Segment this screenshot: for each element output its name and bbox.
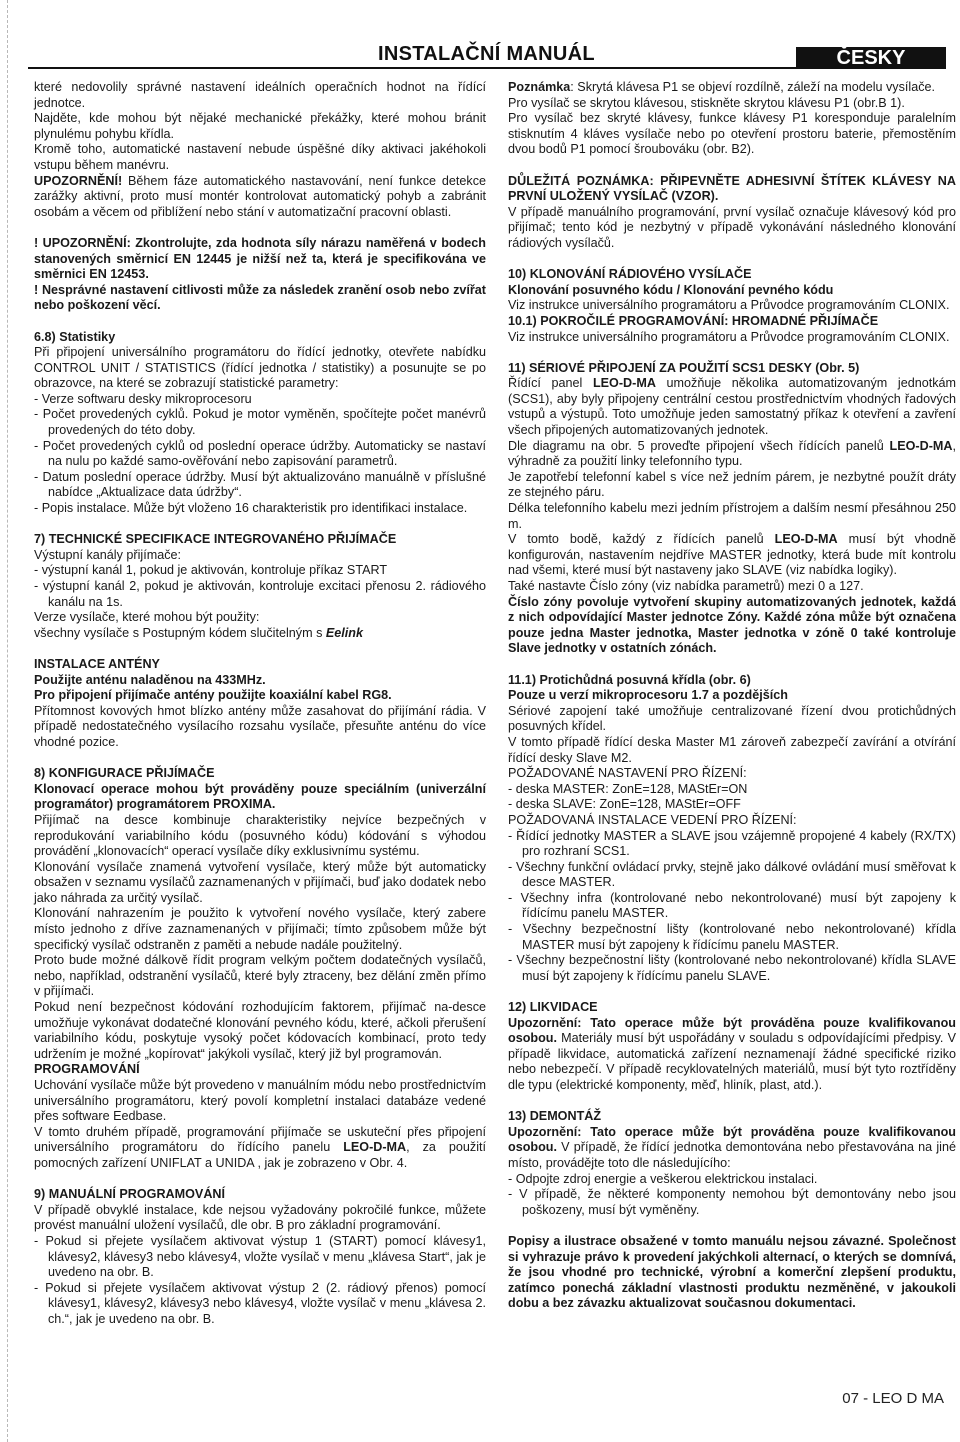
text: Dle diagramu na obr. 5 proveďte připojení všech řídících panelů	[508, 438, 890, 453]
left-column	[34, 80, 486, 1328]
warning-label: UPOZORNĚNÍ!	[34, 173, 123, 188]
section-title-receiver-config: 8) KONFIGURACE PŘIJÍMAČE	[34, 766, 215, 781]
product-name: LEO-D-MA	[889, 438, 953, 453]
warning-force: ! UPOZORNĚNÍ: Zkontrolujte, zda hodnota síly nárazu naměřená v bodech stanovených směrnicí EN 12445 je nižší než ta, která je specifikována ve směrnici EN 12453.	[34, 235, 486, 282]
list-item: - Všechny bezpečnostní lišty (kontrolované nebo nekontrolované) křídla MASTER musí být zapojeny k řídícímu panelu MASTER.	[508, 922, 956, 952]
text: musí být vhodně konfigurován, nastavením nejdříve MASTER jednotky, která bude mít kontrolu nad všemi, které musí být nastaveny jako SLAVE (viz nabídka logiky).	[508, 532, 957, 578]
list-item: - Pokud si přejete vysílačem aktivovat výstup 2 (2. rádiový přenos) pomocí klávesy1, klávesy2, klávesy3 nebo klávesy4, vložte vysílač v menu „klávesa 2. ch.“, jak je uvedeno na obr. B.	[34, 1280, 486, 1326]
text: V tomto bodě, každý z řídících panelů	[508, 532, 775, 547]
paragraph: V případě manuálního programování, první vysílač označuje klávesový kód pro přijímač; tento kód je nezbytný v případě vykonávání následného klonování rádiových vysílačů.	[508, 204, 956, 250]
list-item: - V případě, že některé komponenty nemohou být demontovány nebo jsou poškozeny, musí být vyměněny.	[508, 1187, 956, 1217]
paragraph: Při připojení universálního programátoru do řídící jednotky, otevřete nabídku CONTROL UNIT / STATISTICS (řídící jednotka / statistiky) a posunujte se po obrazovce, na které se zobrazují statistické parametry:	[34, 345, 486, 391]
paragraph-bold: Použijte anténu naladěnou na 433MHz.	[34, 672, 266, 687]
paragraph: Viz instrukce universálního programátoru a Průvodce programováním CLONIX.	[508, 298, 950, 313]
language-label: ČESKY	[796, 47, 946, 69]
section-title-cloning: 10) KLONOVÁNÍ RÁDIOVÉHO VYSÍLAČE	[508, 267, 752, 282]
list-item: - Všechny funkční ovládací prvky, stejně jako dálkové ovládání musí směřovat k desce MASTER.	[508, 859, 956, 890]
paragraph: Proto bude možné dálkově řídit program velkým počtem dodatečných vysílačů, nebo, například, odstranění vysílačů, které byly ztraceny, bez dělání změn přímo v přijímači.	[34, 953, 486, 999]
text: , výhradně za použití linky telefonního typu.	[508, 438, 956, 469]
paragraph	[508, 1125, 956, 1172]
list-item: - Všechny bezpečnostní lišty (kontrolované nebo nekontrolované) křídla SLAVE musí být zapojeny k řídícímu panelu SLAVE.	[508, 953, 956, 983]
list-item: - Počet provedených cyklů od poslední operace údržby. Automaticky se nastaví na nulu po každé samo-ověřování nebo zapisování parametrů.	[34, 438, 486, 469]
list-item: - Odpojte zdroj energie a veškerou elektrickou instalaci.	[508, 1171, 818, 1186]
text: Řídící panel	[508, 376, 593, 391]
paragraph: Také nastavte Číslo zóny (viz nabídka parametrů) mezi 0 a 127.	[508, 579, 864, 593]
warning-text: Upozornění: Tato operace může být prováděna pouze kvalifikovanou osobou.	[508, 1015, 956, 1046]
paragraph: Délka telefonního kabelu mezi jedním přístrojem a dalším nesmí přesáhnou 250 m.	[508, 501, 956, 531]
paragraph	[508, 439, 956, 470]
paragraph: Výstupní kanály přijímače:	[34, 547, 181, 562]
list-item: - Řídící jednotky MASTER a SLAVE jsou vzájemně propojené 4 kabely (RX/TX) pro rozhraní SCS1.	[508, 828, 956, 859]
page-header	[28, 43, 946, 69]
paragraph	[34, 626, 486, 642]
warning-paragraph	[34, 174, 486, 221]
text: , za použití pomocných zařízení UNIFLAT a UNIDA , jak je zobrazeno v Obr. 4.	[34, 1140, 486, 1170]
subsection-title: Klonování posuvného kódu / Klonování pevného kódu	[508, 282, 834, 297]
paragraph: V případě obvyklé instalace, kde nejsou vyžadovány pokročilé funkce, můžete provést manuální uložení vysílačů, dle obr. B pro základní programování.	[34, 1202, 486, 1233]
note-paragraph	[508, 80, 956, 96]
list-item: - Všechny infra (kontrolované nebo nekontrolované) musí být zapojeny k řídícímu panelu MASTER.	[508, 890, 956, 921]
paragraph: Uchování vysílače může být provedeno v manuálním módu nebo prostřednictvím universálního programátoru, který povolí kompletní instalaci databáze vedené přes software Eedbase.	[34, 1078, 486, 1124]
paragraph: POŽADOVANÁ INSTALACE VEDENÍ PRO ŘÍZENÍ:	[508, 812, 797, 827]
paragraph: Pokud není bezpečnost kódování rozhodujícím faktorem, přijímač na-desce umožňuje vykonávat dodatečné klonování pevného kódu, které, ačkoli přerušení variabilního kódu, poskytuje vysoký počet kódovacích kombinací, proto tedy udržením je možné „kopírovat“ jakýkoli vysílač, který již byl programován.	[34, 1000, 486, 1061]
paragraph	[34, 1125, 486, 1172]
section-title-dismantling: 13) DEMONTÁŽ	[508, 1109, 602, 1124]
page-number: 07 - LEO D MA	[842, 1390, 944, 1407]
list-item: - deska SLAVE: ZonE=128, MAStEr=OFF	[508, 797, 741, 812]
paragraph: Přijímač na desce kombinuje charakteristiky nejvíce bezpečných v reprodukování variabilního kódu (posuvného kódu) kódování s výhodou provádění „klonovacích“ operací vysílače díky exklusivnímu systému.	[34, 812, 486, 859]
paragraph: Sériové zapojení také umožňuje centralizované řízení dvou protichůdných posuvných křídel.	[508, 703, 956, 734]
paragraph: Klonování nahrazením je použito k vytvoření nového vysílače, který zabere místo jednoho z dříve zaznamenaných v přijímači; tímto způsobem může být specifický vysílač odstraněn z paměti a nebude nadále použitelný.	[34, 906, 486, 952]
list-item: - výstupní kanál 2, pokud je aktivován, kontroluje excitaci přenosu 2. rádiového kanálu na 1s.	[34, 579, 486, 609]
paragraph-bold: Číslo zóny povoluje vytvoření skupiny automatizovaných jednotek, každá z nich odpovídající Master jednotce Zóny. Každé zóna může být označena pouze jedna Master jednotka, Master jednotka v zóně 0 také kontroluje Slave jednotky v ostatních zónách.	[508, 594, 956, 656]
section-title-receiver-specs: 7) TECHNICKÉ SPECIFIKACE INTEGROVANÉHO PŘIJÍMAČE	[34, 532, 397, 547]
section-title-disposal: 12) LIKVIDACE	[508, 1000, 598, 1015]
text: : Skrytá klávesa P1 se objeví rozdílně, záleží na modelu vysílače.	[570, 80, 935, 94]
paragraph-bold: Pro připojení přijímače antény použijte koaxiální kabel RG8.	[34, 688, 392, 703]
section-title-antenna: INSTALACE ANTÉNY	[34, 656, 160, 671]
warning-sensitivity: ! Nesprávné nastavení citlivosti může za následek zranění osob nebo zvířat nebo poškození věcí.	[34, 282, 486, 313]
paragraph: Je zapotřebí telefonní kabel s více než jedním párem, je nezbytné použít dráty ze stejného páru.	[508, 469, 956, 500]
paragraph	[508, 532, 956, 579]
paragraph: V tomto případě řídící deska Master M1 zároveň zabezpečí zavírání a otvírání řídící desky Slave M2.	[508, 734, 956, 765]
product-name: LEO-D-MA	[592, 376, 656, 391]
warning-text: Během fáze automatického nastavování, není funkce detekce zarážky aktivní, proto musí montér kontrolovat automatický pohyb a zabránit osobám a věcem od přiblížení nebo stání v automatizační pracovní oblasti.	[34, 173, 486, 219]
list-item: - Datum poslední operace údržby. Musí být aktualizováno manuálně v příslušné nabídce „Aktualizace data údržby“.	[34, 469, 486, 500]
list-item: - deska MASTER: ZonE=128, MAStEr=ON	[508, 781, 748, 796]
disclaimer: Popisy a ilustrace obsažené v tomto manuálu nejsou závazné. Společnost si vyhrazuje právo k provedení jakýchkoli alternací, o kterých se domnívá, že jsou vhodné pro technické, výrobní a komerční zlepšení produktu, zatímco ponechá základní vlastnosti produktu nezměněné, v jakoukoli dobu a bez závazku aktualizovat současnou dokumentaci.	[508, 1233, 956, 1311]
right-column	[508, 80, 956, 1312]
list-item: - Popis instalace. Může být vloženo 16 charakteristik pro identifikaci instalace.	[34, 501, 468, 516]
section-title-statistics: 6.8) Statistiky	[34, 329, 116, 344]
paragraph: Pro vysílač bez skryté klávesy, funkce klávesy P1 koresponduje paralelním stisknutím 4 kláves vysílače nebo po otevření prostoru baterie, přemostěním dvou bodů P1 pomocí šroubováku (obr. B2).	[508, 111, 956, 157]
text: V tomto druhém případě, programování přijímače se uskuteční přes připojení universálního programátoru do řídícího panelu	[34, 1124, 486, 1155]
text: umožňuje několika automatizovaným jednotkám (SCS1), aby byly připojeny centrální cestou prostřednictvím vhodných řadových vstupů a výstupů. Toto umožňuje jeden samostatný příkaz k otevření a zavření všech připojených automatizovaných jednotek.	[508, 376, 956, 438]
section-title-serial-connection: 11) SÉRIOVÉ PŘIPOJENÍ ZA POUŽITÍ SCS1 DESKY (Obr. 5)	[508, 360, 860, 375]
section-title-advanced-programming: 10.1) POKROČILÉ PROGRAMOVÁNÍ: HROMADNÉ PŘIJÍMAČE	[508, 313, 879, 328]
paragraph: Kromě toho, automatické nastavení nebude úspěšné díky aktivaci jakéhokoli vstupu během manévru.	[34, 142, 486, 172]
list-item: - výstupní kanál 1, pokud je aktivován, kontroluje příkaz START	[34, 563, 388, 578]
section-title-programming: PROGRAMOVÁNÍ	[34, 1062, 140, 1077]
warning-text: Upozornění: Tato operace může být prováděna pouze kvalifikovanou osobou.	[508, 1124, 956, 1155]
cut-guide-line	[7, 0, 8, 1442]
paragraph	[508, 1016, 956, 1094]
list-item: - Pokud si přejete vysílačem aktivovat výstup 1 (START) pomocí klávesy1, klávesy2, klávesy3 nebo klávesy4, vložte vysílač v menu „klávesa Start“, jak je uvedeno na obr. B.	[34, 1233, 486, 1280]
section-title-manual-programming: 9) MANUÁLNÍ PROGRAMOVÁNÍ	[34, 1187, 226, 1202]
paragraph: Přítomnost kovových hmot blízko antény může zasahovat do přijímání rádia. V případě nedostatečného vysílacího rozsahu vysílače, přesuňte anténu do více vhodné pozice.	[34, 703, 486, 749]
product-name: LEO-D-MA	[343, 1140, 407, 1155]
subsection-title: Pouze u verzí mikroprocesoru 1.7 a pozdějších	[508, 688, 788, 703]
paragraph	[508, 376, 956, 438]
note-label: Poznámka	[508, 80, 571, 94]
paragraph-bold: Klonovací operace mohou být prováděny pouze speciálním (univerzální programátor) programátorem PROXIMA.	[34, 781, 486, 812]
paragraph: které nedovolily správné nastavení ideálních operačních hodnot na řídící jednotce.	[34, 80, 486, 110]
list-item: - Verze softwaru desky mikroprocesoru	[34, 391, 252, 406]
section-title-opposing-leaves: 11.1) Protichůdná posuvná křídla (obr. 6)	[508, 672, 751, 687]
product-name: LEO-D-MA	[774, 532, 838, 547]
paragraph: Viz instrukce universálního programátoru a Průvodce programováním CLONIX.	[508, 329, 950, 344]
text: Materiály musí být uspořádány v souladu s odpovídajícími předpisy. V případě likvidace, automatická zařízení neznamenají žádné specifické riziko nebo nebezpečí. V případě recyklovatelných materiálů, musí být tyto roztříděny dle typu (elektrické komponenty, měď, hliník, plast, atd.).	[508, 1031, 956, 1092]
important-note: DŮLEŽITÁ POZNÁMKA: PŘIPEVNĚTE ADHESIVNÍ ŠTÍTEK KLÁVESY NA PRVNÍ ULOŽENÝ VYSÍLAČ (VZOR).	[508, 173, 956, 204]
paragraph: Pro vysílač se skrytou klávesou, stiskněte skrytou klávesu P1 (obr.B 1).	[508, 95, 905, 110]
paragraph: Najděte, kde mohou být nějaké mechanické překážky, které mohou bránit plynulému pohybu křídla.	[34, 111, 486, 141]
text: všechny vysílače s Postupným kódem slučitelným s	[34, 625, 326, 640]
manual-title: INSTALAČNÍ MANUÁL	[378, 43, 595, 65]
text: V případě, že řídící jednotka demontována nebo přestavována na jiné místo, provádějte toto dle následujícího:	[508, 1140, 956, 1170]
paragraph: Klonování vysílače znamená vytvoření vysílače, který může být automaticky obsažen v seznamu vysílačů zaznamenaných v přijímači, buď jako dodatek nebo jako náhrada za určitý vysílač.	[34, 859, 486, 905]
paragraph: Verze vysílače, které mohou být použity:	[34, 610, 260, 625]
list-item: - Počet provedených cyklů. Pokud je motor vyměněn, spočítejte počet manévrů provedených do této doby.	[34, 407, 486, 438]
brand-name: Eelink	[325, 625, 363, 640]
paragraph: POŽADOVANÉ NASTAVENÍ PRO ŘÍZENÍ:	[508, 766, 747, 781]
